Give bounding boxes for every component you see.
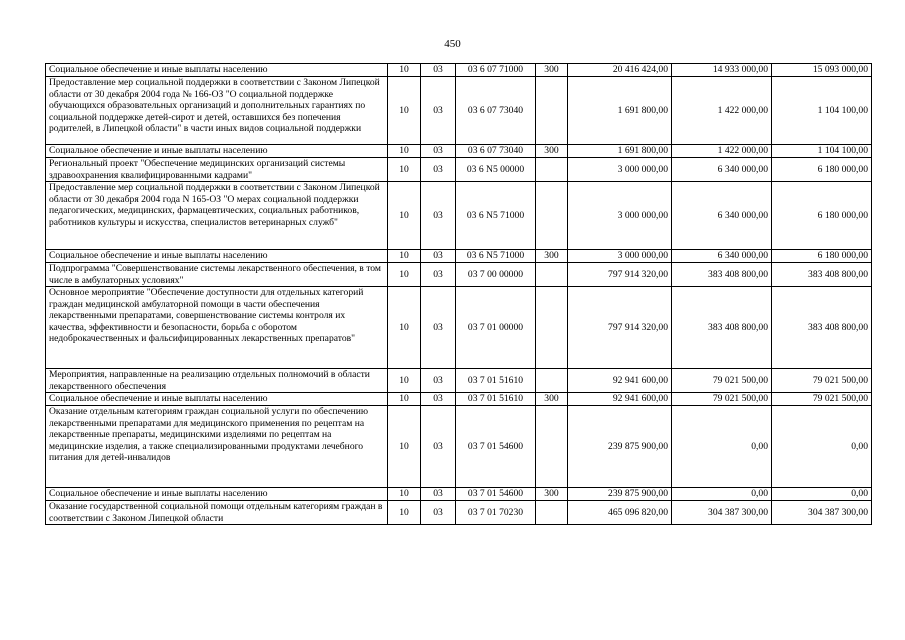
table-row bbox=[46, 501, 872, 525]
cell-amount-year3: 304 387 300,00 bbox=[772, 501, 872, 525]
cell-amount-year3: 0,00 bbox=[772, 406, 872, 488]
cell-amount-year1: 465 096 820,00 bbox=[568, 501, 672, 525]
cell-amount-year2: 0,00 bbox=[672, 488, 772, 501]
cell-expense-type bbox=[536, 501, 568, 525]
cell-section: 10 bbox=[388, 406, 421, 488]
table-row bbox=[46, 182, 872, 250]
cell-amount-year3: 1 104 100,00 bbox=[772, 145, 872, 158]
table-row bbox=[46, 287, 872, 369]
cell-name: Социальное обеспечение и иные выплаты населению bbox=[46, 145, 388, 158]
cell-subsection: 03 bbox=[421, 263, 456, 287]
cell-subsection: 03 bbox=[421, 250, 456, 263]
cell-amount-year3: 15 093 000,00 bbox=[772, 64, 872, 77]
cell-section: 10 bbox=[388, 145, 421, 158]
cell-amount-year3: 383 408 800,00 bbox=[772, 263, 872, 287]
cell-section: 10 bbox=[388, 488, 421, 501]
cell-expense-type: 300 bbox=[536, 393, 568, 406]
cell-name: Оказание государственной социальной помощи отдельным категориям граждан в соответствии с Законом Липецкой области bbox=[46, 501, 388, 525]
cell-section: 10 bbox=[388, 250, 421, 263]
cell-expense-type: 300 bbox=[536, 64, 568, 77]
cell-amount-year2: 0,00 bbox=[672, 406, 772, 488]
cell-amount-year1: 1 691 800,00 bbox=[568, 77, 672, 145]
cell-expense-type bbox=[536, 263, 568, 287]
cell-amount-year1: 239 875 900,00 bbox=[568, 406, 672, 488]
cell-name: Социальное обеспечение и иные выплаты населению bbox=[46, 488, 388, 501]
cell-amount-year3: 6 180 000,00 bbox=[772, 182, 872, 250]
cell-name: Оказание отдельным категориям граждан социальной услуги по обеспечению лекарственными препаратами для медицинского применения по рецептам на лекарственные препараты, медицинскими изделиями по рецептам на медицинские изделия, а также специализированными продуктами лечебного питания для детей-инвалидов bbox=[46, 406, 388, 488]
table-row bbox=[46, 488, 872, 501]
cell-subsection: 03 bbox=[421, 406, 456, 488]
cell-target-article: 03 7 01 51610 bbox=[456, 393, 536, 406]
cell-amount-year2: 383 408 800,00 bbox=[672, 263, 772, 287]
cell-expense-type: 300 bbox=[536, 145, 568, 158]
cell-name: Основное мероприятие "Обеспечение доступности для отдельных категорий граждан медицинской амбулаторной помощи в части обеспечения лекарственными препаратами, совершенствование системы контроля их качества, эффективности и безопасности, борьба с оборотом недоброкачественных и фальсифицированных лекарственных препаратов" bbox=[46, 287, 388, 369]
cell-name: Региональный проект "Обеспечение медицинских организаций системы здравоохранения квалифицированными кадрами" bbox=[46, 158, 388, 182]
cell-amount-year2: 6 340 000,00 bbox=[672, 158, 772, 182]
table-row bbox=[46, 145, 872, 158]
cell-expense-type bbox=[536, 182, 568, 250]
cell-expense-type: 300 bbox=[536, 488, 568, 501]
cell-subsection: 03 bbox=[421, 145, 456, 158]
cell-amount-year1: 3 000 000,00 bbox=[568, 158, 672, 182]
cell-section: 10 bbox=[388, 64, 421, 77]
cell-amount-year2: 1 422 000,00 bbox=[672, 77, 772, 145]
cell-amount-year1: 1 691 800,00 bbox=[568, 145, 672, 158]
cell-section: 10 bbox=[388, 287, 421, 369]
cell-target-article: 03 6 N5 00000 bbox=[456, 158, 536, 182]
cell-amount-year1: 797 914 320,00 bbox=[568, 263, 672, 287]
cell-amount-year2: 1 422 000,00 bbox=[672, 145, 772, 158]
cell-amount-year2: 79 021 500,00 bbox=[672, 369, 772, 393]
cell-amount-year2: 6 340 000,00 bbox=[672, 250, 772, 263]
cell-target-article: 03 6 07 73040 bbox=[456, 77, 536, 145]
cell-target-article: 03 6 N5 71000 bbox=[456, 250, 536, 263]
cell-subsection: 03 bbox=[421, 488, 456, 501]
cell-expense-type bbox=[536, 287, 568, 369]
cell-target-article: 03 7 01 00000 bbox=[456, 287, 536, 369]
cell-target-article: 03 7 01 54600 bbox=[456, 406, 536, 488]
cell-amount-year1: 92 941 600,00 bbox=[568, 369, 672, 393]
cell-subsection: 03 bbox=[421, 158, 456, 182]
cell-amount-year3: 383 408 800,00 bbox=[772, 287, 872, 369]
cell-subsection: 03 bbox=[421, 182, 456, 250]
cell-name: Социальное обеспечение и иные выплаты населению bbox=[46, 250, 388, 263]
cell-expense-type bbox=[536, 369, 568, 393]
cell-amount-year3: 6 180 000,00 bbox=[772, 158, 872, 182]
cell-target-article: 03 6 N5 71000 bbox=[456, 182, 536, 250]
cell-target-article: 03 7 01 70230 bbox=[456, 501, 536, 525]
budget-table bbox=[45, 63, 872, 525]
cell-name: Социальное обеспечение и иные выплаты населению bbox=[46, 64, 388, 77]
cell-section: 10 bbox=[388, 369, 421, 393]
cell-amount-year3: 79 021 500,00 bbox=[772, 393, 872, 406]
cell-amount-year1: 20 416 424,00 bbox=[568, 64, 672, 77]
cell-amount-year2: 383 408 800,00 bbox=[672, 287, 772, 369]
cell-target-article: 03 7 01 54600 bbox=[456, 488, 536, 501]
table-body bbox=[46, 64, 872, 525]
cell-amount-year1: 797 914 320,00 bbox=[568, 287, 672, 369]
cell-expense-type bbox=[536, 158, 568, 182]
cell-amount-year1: 239 875 900,00 bbox=[568, 488, 672, 501]
cell-expense-type bbox=[536, 77, 568, 145]
cell-name: Предоставление мер социальной поддержки в соответствии с Законом Липецкой области от 30 декабря 2004 года № 166-ОЗ "О социальной поддержке обучающихся образовательных организаций и дополнительных гарантиях по социальной поддержке детей-сирот и детей, оставшихся без попечения родителей, в Липецкой области" в части иных видов социальной поддержки bbox=[46, 77, 388, 145]
cell-amount-year2: 14 933 000,00 bbox=[672, 64, 772, 77]
cell-subsection: 03 bbox=[421, 77, 456, 145]
cell-name: Подпрограмма "Совершенствование системы лекарственного обеспечения, в том числе в амбулаторных условиях" bbox=[46, 263, 388, 287]
table-row bbox=[46, 369, 872, 393]
cell-amount-year3: 79 021 500,00 bbox=[772, 369, 872, 393]
cell-amount-year1: 3 000 000,00 bbox=[568, 250, 672, 263]
cell-section: 10 bbox=[388, 501, 421, 525]
cell-subsection: 03 bbox=[421, 369, 456, 393]
cell-section: 10 bbox=[388, 182, 421, 250]
cell-section: 10 bbox=[388, 158, 421, 182]
cell-section: 10 bbox=[388, 263, 421, 287]
cell-amount-year2: 304 387 300,00 bbox=[672, 501, 772, 525]
cell-name: Предоставление мер социальной поддержки в соответствии с Законом Липецкой области от 30 декабря 2004 года N 165-ОЗ "О мерах социальной поддержки педагогических, медицинских, фармацевтических, социальных работников, работников культуры и искусства, специалистов ветеринарных служб" bbox=[46, 182, 388, 250]
table-row bbox=[46, 250, 872, 263]
cell-amount-year3: 6 180 000,00 bbox=[772, 250, 872, 263]
table-row bbox=[46, 64, 872, 77]
cell-expense-type bbox=[536, 406, 568, 488]
cell-amount-year3: 0,00 bbox=[772, 488, 872, 501]
cell-section: 10 bbox=[388, 393, 421, 406]
cell-subsection: 03 bbox=[421, 287, 456, 369]
cell-section: 10 bbox=[388, 77, 421, 145]
table-row bbox=[46, 263, 872, 287]
cell-amount-year2: 6 340 000,00 bbox=[672, 182, 772, 250]
cell-subsection: 03 bbox=[421, 501, 456, 525]
table-row bbox=[46, 406, 872, 488]
cell-target-article: 03 7 00 00000 bbox=[456, 263, 536, 287]
cell-amount-year3: 1 104 100,00 bbox=[772, 77, 872, 145]
cell-amount-year2: 79 021 500,00 bbox=[672, 393, 772, 406]
cell-subsection: 03 bbox=[421, 64, 456, 77]
table-row bbox=[46, 393, 872, 406]
cell-target-article: 03 7 01 51610 bbox=[456, 369, 536, 393]
table-row bbox=[46, 77, 872, 145]
page-number: 450 bbox=[444, 38, 461, 50]
cell-name: Социальное обеспечение и иные выплаты населению bbox=[46, 393, 388, 406]
cell-amount-year1: 92 941 600,00 bbox=[568, 393, 672, 406]
cell-amount-year1: 3 000 000,00 bbox=[568, 182, 672, 250]
table-row bbox=[46, 158, 872, 182]
cell-name: Мероприятия, направленные на реализацию отдельных полномочий в области лекарственного обеспечения bbox=[46, 369, 388, 393]
cell-subsection: 03 bbox=[421, 393, 456, 406]
cell-target-article: 03 6 07 73040 bbox=[456, 145, 536, 158]
cell-target-article: 03 6 07 71000 bbox=[456, 64, 536, 77]
cell-expense-type: 300 bbox=[536, 250, 568, 263]
